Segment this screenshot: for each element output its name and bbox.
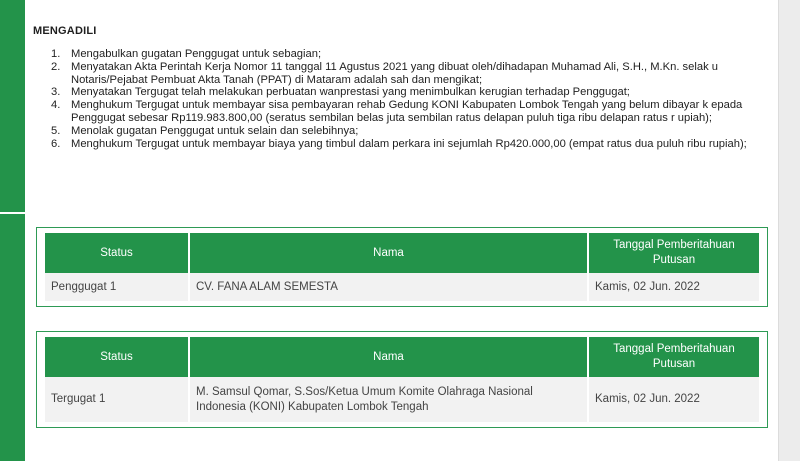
verdict-item-text: Menolak gugatan Penggugat untuk selain dan selebihnya; [71, 124, 359, 137]
cell-status: Penggugat 1 [45, 273, 188, 301]
table-row [45, 377, 759, 422]
verdict-item-number: 3. [51, 86, 61, 99]
header-tanggal: Tanggal Pemberitahuan Putusan [589, 233, 759, 273]
verdict-item-text: Menyatakan Akta Perintah Kerja Nomor 11 tanggal 11 Agustus 2021 yang dibuat oleh/dihadapan Muhamad Ali, S.H., M.Kn. selak u Notaris/Pejabat Pembuat Akta Tanah (PPAT) di Mataram adalah sah dan mengikat; [71, 60, 718, 86]
verdict-list [33, 48, 773, 150]
penggugat-table [43, 233, 761, 301]
tergugat-table-card [36, 331, 768, 428]
verdict-item-number: 4. [51, 99, 61, 112]
header-nama: Nama [190, 337, 587, 377]
verdict-item-text: Menghukum Tergugat untuk membayar sisa pembayaran rehab Gedung KONI Kabupaten Lombok Tengah yang belum dibayar k epada Penggugat sebesar Rp119.983.800,00 (seratus sembilan belas juta sembilan ratus delapan puluh tiga ribu delapan ratus r upiah); [71, 99, 743, 124]
verdict-item [33, 138, 773, 151]
accent-bar-divider [0, 212, 25, 214]
header-status: Status [45, 337, 188, 377]
tergugat-table [43, 337, 761, 422]
verdict-item [33, 48, 773, 61]
verdict-item-text: Menyatakan Tergugat telah melakukan perbuatan wanprestasi yang menimbulkan kerugian terhadap Penggugat; [71, 86, 630, 99]
page-scroll-edge[interactable] [778, 0, 800, 461]
verdict-item [33, 99, 773, 125]
verdict-item-number: 5. [51, 124, 61, 137]
penggugat-table-card [36, 227, 768, 307]
cell-status: Tergugat 1 [45, 377, 188, 422]
cell-nama: M. Samsul Qomar, S.Sos/Ketua Umum Komite Olahraga Nasional Indonesia (KONI) Kabupaten Lombok Tengah [190, 377, 587, 422]
section-heading: MENGADILI [33, 25, 97, 37]
left-accent-bar [0, 0, 25, 461]
header-status: Status [45, 233, 188, 273]
table-row [45, 273, 759, 301]
header-tanggal: Tanggal Pemberitahuan Putusan [589, 337, 759, 377]
verdict-item-number: 6. [51, 137, 61, 150]
verdict-item [33, 86, 773, 99]
verdict-item-number: 2. [51, 60, 61, 73]
verdict-item [33, 61, 773, 87]
verdict-item [33, 125, 773, 138]
verdict-item-number: 1. [51, 48, 61, 60]
cell-nama: CV. FANA ALAM SEMESTA [190, 273, 587, 301]
verdict-item-text: Mengabulkan gugatan Penggugat untuk sebagian; [71, 48, 322, 60]
verdict-item-text: Menghukum Tergugat untuk membayar biaya yang timbul dalam perkara ini sejumlah Rp420.000,00 (empat ratus dua puluh ribu rupiah); [71, 137, 747, 150]
cell-tanggal: Kamis, 02 Jun. 2022 [589, 377, 759, 422]
cell-tanggal: Kamis, 02 Jun. 2022 [589, 273, 759, 301]
header-nama: Nama [190, 233, 587, 273]
